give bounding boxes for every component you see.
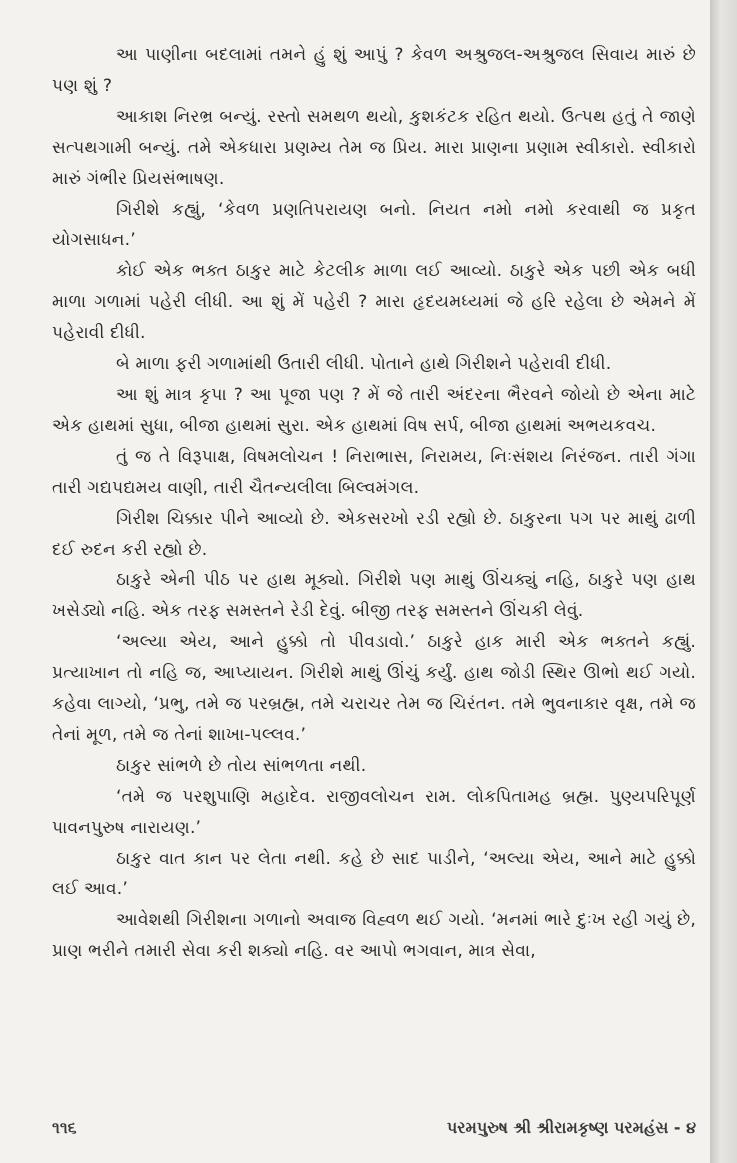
paragraph: આ પાણીના બદલામાં તમને હું શું આપું ? કેવળ અશ્રુજલ-અશ્રુજલ સિવાય મારું છે પણ શું ?: [52, 45, 696, 96]
paragraph: બે માળા ફરી ગળામાંથી ઉતારી લીધી. પોતાને હાથે ગિરીશને પહેરાવી દીધી.: [116, 354, 612, 375]
page-footer: [52, 1118, 696, 1144]
body-text: [52, 40, 696, 967]
paragraph: ઠાકુર સાંભળે છે તોય સાંભળતા નથી.: [116, 755, 367, 776]
paragraph: આ શું માત્ર કૃપા ? આ પૂજા પણ ? મેં જે તારી અંદરના ભૈરવને જોયો છે એના માટે એક હાથમાં સુધા, બીજા હાથમાં સુરા. એક હાથમાં વિષ સર્પ, બીજા હાથમાં અભયકવચ.: [52, 384, 696, 436]
paragraph: ઠાકુર વાત કાન પર લેતા નથી. કહે છે સાદ પાડીને, ‘અલ્યા એય, આને માટે હુક્કો લઈ આવ.’: [52, 848, 696, 900]
paragraph: ગિરીશ ચિક્કાર પીને આવ્યો છે. એકસરખો રડી રહ્યો છે. ઠાકુરના પગ પર માથું ઢાળી દઈ રુદન કરી રહ્યો છે.: [52, 508, 696, 560]
page-edge-shadow: [710, 0, 737, 1163]
paragraph: આકાશ નિરભ્ર બન્યું. રસ્તો સમથળ થયો, કુશકંટક રહિત થયો. ઉત્પથ હતું તે જાણે સત્પથગામી બન્યું. તમે એકધારા પ્રણમ્ય તેમ જ પ્રિય. મારા પ્રાણના પ્રણામ સ્વીકારો. સ્વીકારો મારું ગંભીર પ્રિયસંભાષણ.: [52, 106, 696, 189]
paragraph: ‘તમે જ પરશુપાણિ મહાદેવ. રાજીવલોચન રામ. લોકપિતામહ બ્રહ્મ. પુણ્યપરિપૂર્ણ પાવનપુરુષ નારાયણ.’: [52, 786, 696, 838]
paragraph: ઠાકુરે એની પીઠ પર હાથ મૂક્યો. ગિરીશે પણ માથું ઊંચક્યું નહિ, ઠાકુરે પણ હાથ ખસેડ્યો નહિ. એક તરફ સમસ્તને રેડી દેવું. બીજી તરફ સમસ્તને ઊંચકી લેવું.: [52, 570, 696, 622]
paragraph: આવેશથી ગિરીશના ગળાનો અવાજ વિહ્વળ થઈ ગયો. ‘મનમાં ભારે દુઃખ રહી ગયું છે, પ્રાણ ભરીને તમારી સેવા કરી શક્યો નહિ. વર આપો ભગવાન, માત્ર સેવા,: [52, 910, 696, 962]
paragraph: તું જ તે વિરૂપાક્ષ, વિષમલોચન ! નિરાભાસ, નિરામય, નિઃસંશય નિરંજન. તારી ગંગા તારી ગદ્યપદ્યમય વાણી, તારી ચૈતન્યલીલા બિલ્વમંગલ.: [52, 446, 696, 498]
running-title: પરમપુરુષ શ્રી શ્રીરામકૃષ્ણ પરમહંસ - ૪: [446, 1118, 696, 1137]
paragraph: કોઈ એક ભક્ત ઠાકુર માટે કેટલીક માળા લઈ આવ્યો. ઠાકુરે એક પછી એક બધી માળા ગળામાં પહેરી લીધી. આ શું મેં પહેરી ? મારા હૃદયમધ્યમાં જે હરિ રહેલા છે એમને મેં પહેરાવી દીધી.: [52, 261, 696, 344]
page-number: ૧૧૬: [52, 1118, 77, 1137]
paragraph: ગિરીશે કહ્યું, ‘કેવળ પ્રણતિપરાયણ બનો. નિયત નમો નમો કરવાથી જ પ્રકૃત યોગસાધન.’: [52, 199, 696, 251]
paragraph: ‘અલ્યા એય, આને હુક્કો તો પીવડાવો.’ ઠાકુરે હાક મારી એક ભક્તને કહ્યું. પ્રત્યાખાન તો નહિ જ, આપ્યાયન. ગિરીશે માથું ઊંચું કર્યું. હાથ જોડી સ્થિર ઊભો થઈ ગયો. કહેવા લાગ્યો, ‘પ્રભુ, તમે જ પરબ્રહ્મ, તમે ચરાચર તેમ જ ચિરંતન. તમે ભુવનાકાર વૃક્ષ, તમે જ તેનાં મૂળ, તમે જ તેનાં શાખા-પલ્લવ.’: [52, 632, 696, 745]
